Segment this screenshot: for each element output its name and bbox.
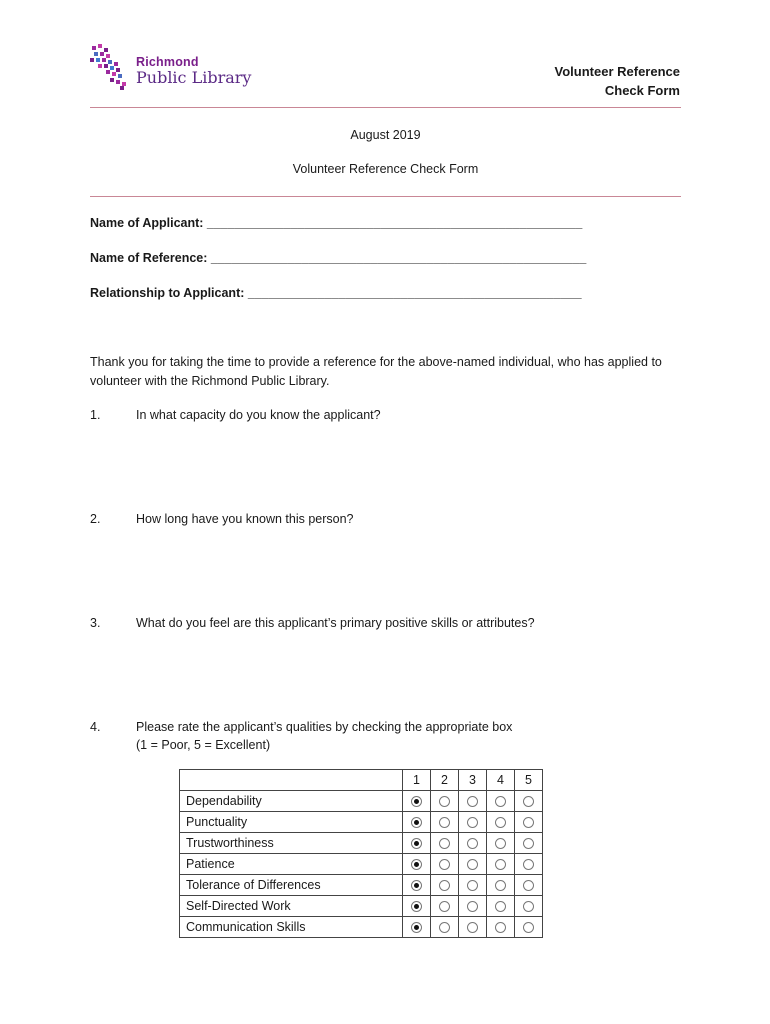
rating-cell: [487, 854, 515, 875]
rating-radio[interactable]: [467, 838, 478, 849]
rating-cell: [431, 854, 459, 875]
rating-row-label: Trustworthiness: [180, 833, 403, 854]
rating-radio[interactable]: [495, 817, 506, 828]
rating-cell: [515, 812, 543, 833]
rating-body: [180, 791, 543, 938]
rating-radio[interactable]: [467, 859, 478, 870]
reference-name-field[interactable]: Name of Reference: ______________________________________________________: [90, 251, 587, 265]
rating-radio[interactable]: [411, 838, 422, 849]
rating-radio[interactable]: [411, 796, 422, 807]
rating-row: [180, 875, 543, 896]
question-number: 3.: [90, 616, 101, 630]
rating-radio[interactable]: [439, 901, 450, 912]
rating-cell: [403, 896, 431, 917]
question-text-line1: Please rate the applicant’s qualities by checking the appropriate box: [136, 720, 513, 734]
rating-radio[interactable]: [523, 880, 534, 891]
rating-column-header: 2: [431, 770, 459, 791]
rating-radio[interactable]: [467, 901, 478, 912]
rating-cell: [459, 833, 487, 854]
rating-radio[interactable]: [411, 922, 422, 933]
logo-name: Richmond: [136, 55, 199, 69]
rating-column-header: 3: [459, 770, 487, 791]
rating-cell: [515, 917, 543, 938]
rating-cell: [459, 875, 487, 896]
rating-radio[interactable]: [467, 922, 478, 933]
rating-cell: [403, 833, 431, 854]
rating-cell: [515, 875, 543, 896]
rating-cell: [431, 791, 459, 812]
rating-cell: [459, 896, 487, 917]
rating-header-blank: [180, 770, 403, 791]
rating-cell: [431, 875, 459, 896]
rating-radio[interactable]: [411, 859, 422, 870]
rating-cell: [487, 875, 515, 896]
rating-radio[interactable]: [439, 838, 450, 849]
document-title: [555, 62, 680, 100]
rating-radio[interactable]: [439, 796, 450, 807]
rating-cell: [487, 812, 515, 833]
form-title: Volunteer Reference Check Form: [292, 162, 479, 176]
rating-cell: [403, 791, 431, 812]
rating-cell: [515, 791, 543, 812]
rating-header-row: [180, 770, 543, 791]
rating-column-header: 1: [403, 770, 431, 791]
rating-radio[interactable]: [495, 922, 506, 933]
question-text: In what capacity do you know the applicant?: [136, 408, 381, 422]
rating-cell: [403, 854, 431, 875]
library-logo: [90, 44, 250, 90]
rating-radio[interactable]: [495, 880, 506, 891]
rating-radio[interactable]: [467, 796, 478, 807]
rating-cell: [515, 854, 543, 875]
rating-cell: [431, 917, 459, 938]
rating-cell: [459, 791, 487, 812]
rating-radio[interactable]: [523, 901, 534, 912]
rating-cell: [459, 854, 487, 875]
rating-row: [180, 896, 543, 917]
intro-paragraph: Thank you for taking the time to provide a reference for the above-named individual, who has applied to volunteer with the Richmond Public Library.: [90, 355, 662, 388]
rating-radio[interactable]: [467, 880, 478, 891]
rating-cell: [431, 896, 459, 917]
document-title-line1: Volunteer Reference: [554, 64, 680, 79]
rating-row: [180, 854, 543, 875]
rating-radio[interactable]: [523, 838, 534, 849]
rating-cell: [403, 875, 431, 896]
rating-radio[interactable]: [411, 880, 422, 891]
rating-radio[interactable]: [495, 796, 506, 807]
rating-radio[interactable]: [439, 880, 450, 891]
date-line: August 2019: [350, 128, 421, 142]
rating-radio[interactable]: [523, 859, 534, 870]
rating-radio[interactable]: [439, 817, 450, 828]
rating-cell: [487, 791, 515, 812]
rating-row-label: Dependability: [180, 791, 403, 812]
rating-radio[interactable]: [495, 901, 506, 912]
rating-radio[interactable]: [439, 922, 450, 933]
rating-cell: [487, 917, 515, 938]
rating-row: [180, 812, 543, 833]
question-text-line2: (1 = Poor, 5 = Excellent): [136, 738, 271, 752]
applicant-name-field[interactable]: Name of Applicant: ______________________________________________________: [90, 216, 583, 230]
relationship-field[interactable]: Relationship to Applicant: ________________________________________________: [90, 286, 582, 300]
header-divider: [90, 107, 681, 108]
rating-row: [180, 917, 543, 938]
rating-row-label: Patience: [180, 854, 403, 875]
rating-radio[interactable]: [523, 922, 534, 933]
logo-mosaic-icon: [90, 44, 134, 90]
question-text: What do you feel are this applicant’s primary positive skills or attributes?: [136, 616, 535, 630]
rating-row: [180, 833, 543, 854]
rating-cell: [431, 812, 459, 833]
question-number: 4.: [90, 720, 101, 734]
rating-cell: [459, 812, 487, 833]
rating-radio[interactable]: [495, 838, 506, 849]
rating-column-header: 5: [515, 770, 543, 791]
rating-radio[interactable]: [467, 817, 478, 828]
rating-cell: [515, 833, 543, 854]
rating-radio[interactable]: [411, 901, 422, 912]
rating-cell: [403, 917, 431, 938]
rating-cell: [431, 833, 459, 854]
logo-subtitle: Public Library: [136, 68, 252, 87]
rating-column-header: 4: [487, 770, 515, 791]
rating-table: [179, 769, 543, 938]
rating-row-label: Tolerance of Differences: [180, 875, 403, 896]
rating-radio[interactable]: [411, 817, 422, 828]
question-number: 2.: [90, 512, 101, 526]
rating-cell: [459, 917, 487, 938]
question-number: 1.: [90, 408, 101, 422]
rating-radio[interactable]: [495, 859, 506, 870]
rating-radio[interactable]: [439, 859, 450, 870]
section-divider: [90, 196, 681, 197]
rating-row-label: Punctuality: [180, 812, 403, 833]
question-text: How long have you known this person?: [136, 512, 354, 526]
rating-cell: [487, 896, 515, 917]
rating-row-label: Communication Skills: [180, 917, 403, 938]
document-title-line2: Check Form: [604, 83, 680, 98]
rating-radio[interactable]: [523, 796, 534, 807]
rating-row: [180, 791, 543, 812]
rating-cell: [487, 833, 515, 854]
question-text: [136, 718, 686, 754]
rating-cell: [515, 896, 543, 917]
rating-row-label: Self-Directed Work: [180, 896, 403, 917]
rating-radio[interactable]: [523, 817, 534, 828]
rating-cell: [403, 812, 431, 833]
